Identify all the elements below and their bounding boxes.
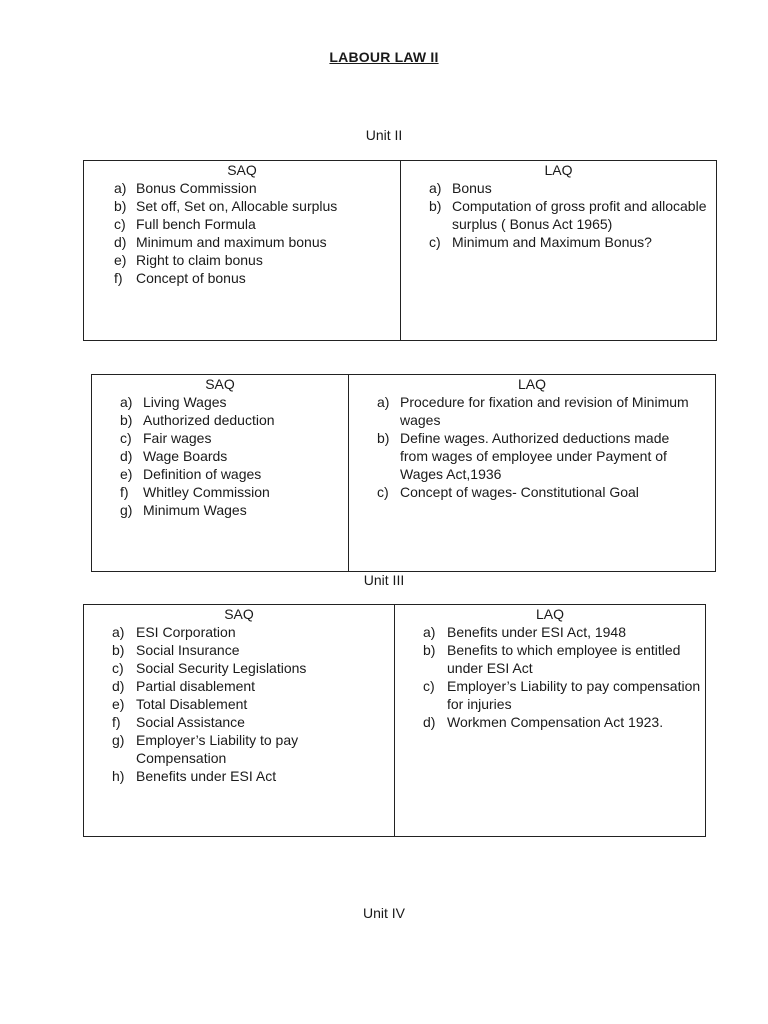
list-item-text: Employer’s Liability to pay Compensation <box>136 732 299 766</box>
list-item <box>92 393 348 411</box>
list-item-text: Concept of bonus <box>136 270 246 286</box>
laq-list <box>395 623 705 731</box>
list-item-marker: a) <box>429 180 442 196</box>
laq-column <box>349 375 716 572</box>
list-item-marker: c) <box>423 678 435 694</box>
list-item-text: Social Assistance <box>136 714 245 730</box>
list-item <box>92 465 348 483</box>
list-item <box>349 429 715 483</box>
list-item <box>84 767 394 785</box>
list-item-marker: f) <box>114 270 123 286</box>
list-item-text: Minimum and Maximum Bonus? <box>452 234 652 250</box>
list-item <box>84 197 400 215</box>
laq-list <box>349 393 715 501</box>
list-item-marker: e) <box>112 696 125 712</box>
laq-column <box>395 605 706 837</box>
list-item <box>401 233 716 251</box>
list-item-marker: c) <box>377 484 389 500</box>
document-title: LABOUR LAW II <box>329 49 439 65</box>
list-item <box>395 677 705 713</box>
list-item-text: Wage Boards <box>143 448 228 464</box>
list-item <box>84 623 394 641</box>
list-item-marker: b) <box>429 198 442 214</box>
list-item-text: Full bench Formula <box>136 216 256 232</box>
list-item <box>395 641 705 677</box>
list-item-marker: c) <box>114 216 126 232</box>
list-item-marker: a) <box>377 394 390 410</box>
list-item <box>84 641 394 659</box>
list-item-marker: f) <box>120 484 129 500</box>
list-item <box>92 483 348 501</box>
list-item-text: Employer’s Liability to pay compensation for injuries <box>447 678 701 712</box>
list-item-text: Concept of wages- Constitutional Goal <box>400 484 639 500</box>
list-item-marker: c) <box>120 430 132 446</box>
list-item-marker: d) <box>423 714 436 730</box>
list-item-marker: e) <box>114 252 127 268</box>
list-item-marker: c) <box>112 660 124 676</box>
list-item-text: Benefits to which employee is entitled under ESI Act <box>447 642 681 676</box>
list-item-text: Workmen Compensation Act 1923. <box>447 714 664 730</box>
list-item-text: Total Disablement <box>136 696 248 712</box>
list-item <box>92 411 348 429</box>
list-item-marker: b) <box>120 412 133 428</box>
list-item-marker: e) <box>120 466 133 482</box>
list-item-marker: h) <box>112 768 125 784</box>
unit-4-heading: Unit IV <box>362 905 405 921</box>
saq-heading: SAQ <box>224 606 254 622</box>
list-item-text: Benefits under ESI Act, 1948 <box>447 624 627 640</box>
list-item-marker: b) <box>112 642 125 658</box>
list-item-text: Bonus <box>452 180 492 196</box>
list-item <box>395 623 705 641</box>
list-item-text: Definition of wages <box>143 466 262 482</box>
list-item-text: Authorized deduction <box>143 412 275 428</box>
list-item-text: Define wages. Authorized deductions made from wages of employee under Payment of Wages Act,1936 <box>400 430 670 482</box>
list-item <box>84 659 394 677</box>
saq-column <box>84 605 395 837</box>
list-item <box>84 215 400 233</box>
list-item-marker: c) <box>429 234 441 250</box>
list-item-text: ESI Corporation <box>136 624 236 640</box>
laq-heading: LAQ <box>535 606 564 622</box>
list-item-marker: g) <box>120 502 133 518</box>
list-item <box>84 713 394 731</box>
list-item <box>84 731 394 767</box>
list-item-marker: d) <box>112 678 125 694</box>
list-item <box>84 251 400 269</box>
list-item <box>84 233 400 251</box>
list-item <box>84 269 400 287</box>
list-item-text: Bonus Commission <box>136 180 257 196</box>
list-item-text: Set off, Set on, Allocable surplus <box>136 198 338 214</box>
list-item-text: Whitley Commission <box>143 484 270 500</box>
saq-list <box>92 393 348 519</box>
unit-3-question-table <box>83 604 706 837</box>
list-item <box>84 179 400 197</box>
laq-heading: LAQ <box>517 376 546 392</box>
list-item-marker: a) <box>112 624 125 640</box>
list-item <box>84 677 394 695</box>
list-item-text: Right to claim bonus <box>136 252 263 268</box>
unit-2-question-table-1 <box>83 160 717 341</box>
list-item <box>401 179 716 197</box>
laq-list <box>401 179 716 251</box>
list-item-marker: b) <box>423 642 436 658</box>
list-item-text: Benefits under ESI Act <box>136 768 277 784</box>
list-item-text: Computation of gross profit and allocable surplus ( Bonus Act 1965) <box>452 198 707 232</box>
list-item-marker: a) <box>423 624 436 640</box>
list-item <box>92 501 348 519</box>
list-item-marker: f) <box>112 714 121 730</box>
list-item <box>349 483 715 501</box>
list-item-text: Minimum Wages <box>143 502 247 518</box>
saq-heading: SAQ <box>205 376 235 392</box>
list-item <box>92 429 348 447</box>
list-item <box>92 447 348 465</box>
saq-list <box>84 179 400 287</box>
saq-list <box>84 623 394 785</box>
list-item-text: Minimum and maximum bonus <box>136 234 327 250</box>
saq-column <box>92 375 349 572</box>
list-item-marker: b) <box>114 198 127 214</box>
list-item-marker: g) <box>112 732 125 748</box>
list-item-marker: d) <box>120 448 133 464</box>
list-item <box>395 713 705 731</box>
list-item <box>84 695 394 713</box>
list-item <box>349 393 715 429</box>
list-item-marker: b) <box>377 430 390 446</box>
unit-2-question-table-2 <box>91 374 716 572</box>
saq-heading: SAQ <box>227 162 257 178</box>
list-item-text: Procedure for fixation and revision of Minimum wages <box>400 394 689 428</box>
list-item-text: Social Insurance <box>136 642 240 658</box>
saq-column <box>84 161 401 341</box>
list-item <box>401 197 716 233</box>
list-item-marker: d) <box>114 234 127 250</box>
laq-heading: LAQ <box>544 162 573 178</box>
list-item-text: Fair wages <box>143 430 212 446</box>
list-item-text: Social Security Legislations <box>136 660 307 676</box>
list-item-marker: a) <box>120 394 133 410</box>
list-item-text: Partial disablement <box>136 678 256 694</box>
list-item-marker: a) <box>114 180 127 196</box>
unit-2-heading: Unit II <box>365 127 403 143</box>
laq-column <box>401 161 717 341</box>
list-item-text: Living Wages <box>143 394 227 410</box>
unit-3-heading: Unit III <box>363 572 405 588</box>
